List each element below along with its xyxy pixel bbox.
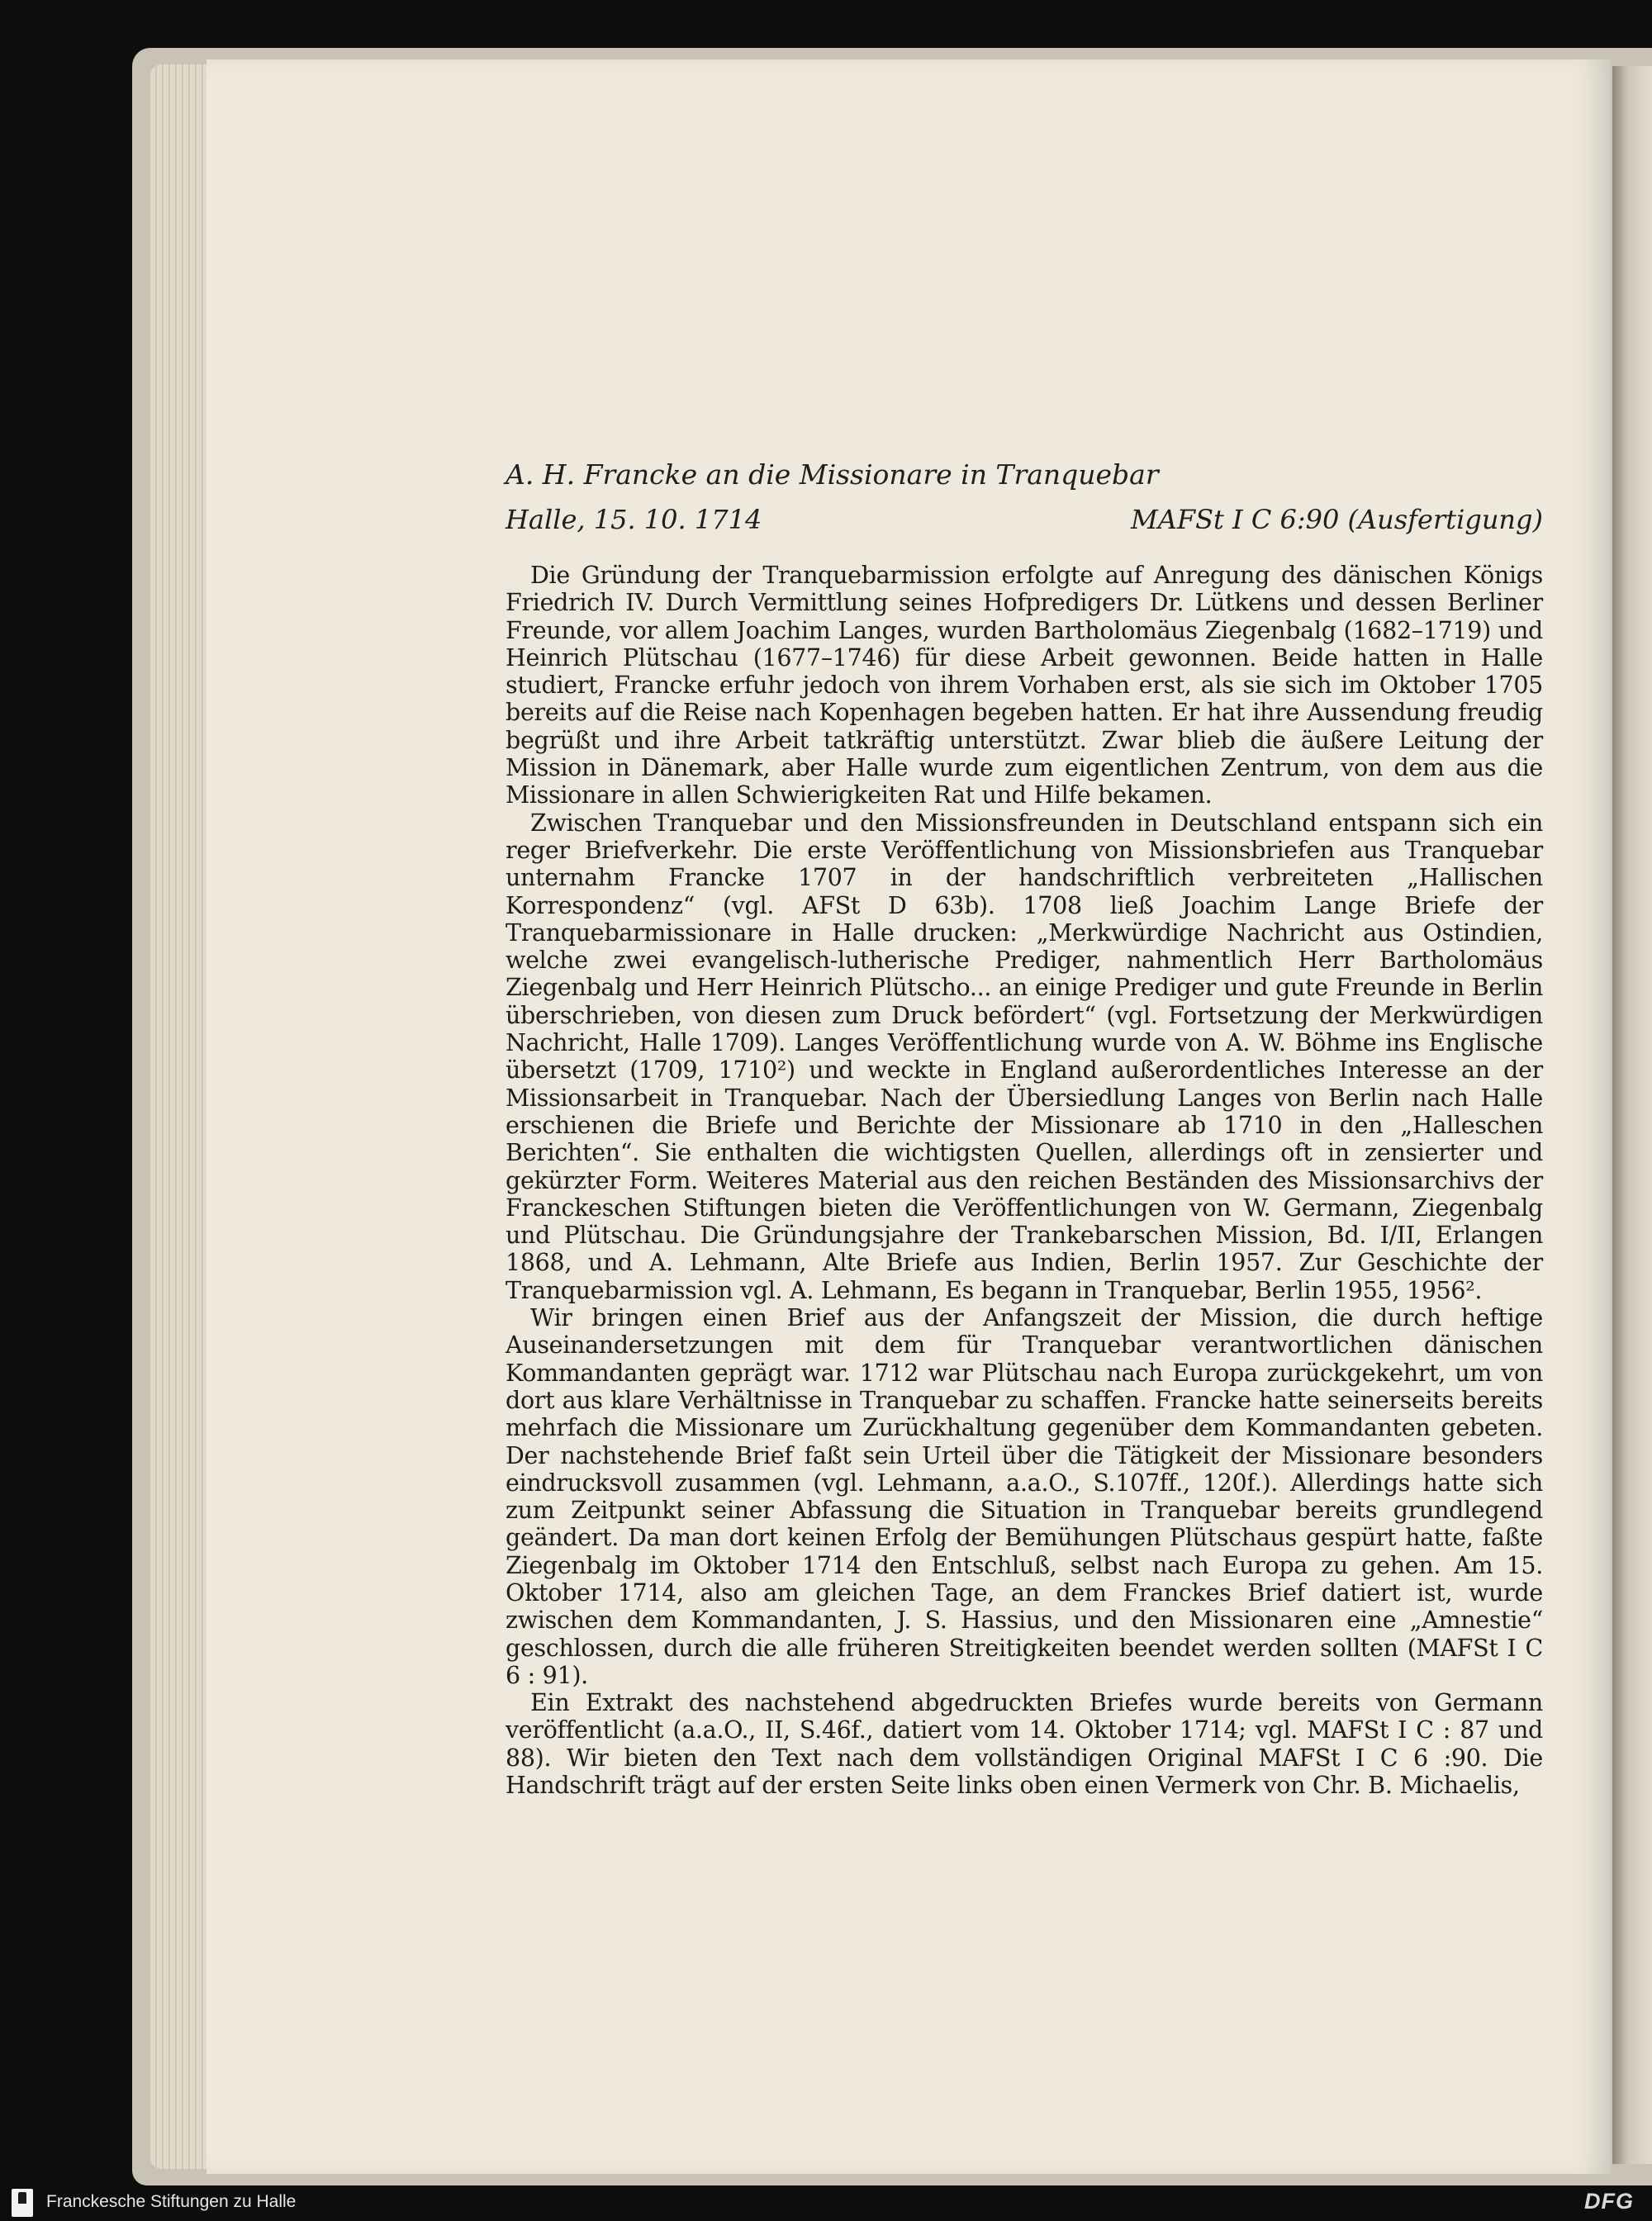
archive-reference: MAFSt I C 6:90 (Ausfertigung) [1131,504,1543,535]
letter-title: A. H. Francke an die Missionare in Tranquebar [506,458,1159,491]
paragraph-4: Ein Extrakt des nachstehend abgedruckten Briefes wurde bereits von Germann veröffentlicht (a.a.O., II, S.46f., datiert vom 14. Oktober 1714; vgl. MAFSt I C : 87 und 88). Wir bieten den Text nach dem vollständigen Original MAFSt I C 6 :90. Die Handschrift trägt auf der ersten Seite links oben einen Vermerk von Chr. B. Michaelis, [506,1689,1543,1800]
introduction-text [506,562,1543,1799]
institution-logo-icon [12,2189,33,2217]
paragraph-3: Wir bringen einen Brief aus der Anfangszeit der Mission, die durch heftige Auseinandersetzungen mit dem für Tranquebar verantwortlichen dänischen Kommandanten geprägt war. 1712 war Plütschau nach Europa zurückgekehrt, um von dort aus klare Verhältnisse in Tranquebar zu schaffen. Francke hatte seinerseits bereits mehrfach die Missionare um Zurückhaltung gegenüber dem Kommandanten gebeten. Der nachstehende Brief faßt sein Urteil über die Tätigkeit der Missionare besonders eindrucksvoll zusammen (vgl. Lehmann, a.a.O., S.107ff., 120f.). Allerdings hatte sich zum Zeitpunkt seiner Abfassung die Situation in Tranquebar bereits grundlegend geändert. Da man dort keinen Erfolg der Bemühungen Plütschaus gespürt hatte, faßte Ziegenbalg im Oktober 1714 den Entschluß, selbst nach Europa zu gehen. Am 15. Oktober 1714, also am gleichen Tage, an dem Franckes Brief datiert ist, wurde zwischen dem Kommandanten, J. S. Hassius, und den Missionaren eine „Amnestie“ geschlossen, durch die alle früheren Streitigkeiten beendet werden sollten (MAFSt I C 6 : 91). [506,1304,1543,1689]
paragraph-2: Zwischen Tranquebar und den Missionsfreunden in Deutschland entspann sich ein reger Briefverkehr. Die erste Veröffentlichung von Missionsbriefen aus Tranquebar unternahm Francke 1707 in der handschriftlich verbreiteten „Hallischen Korrespondenz“ (vgl. AFSt D 63b). 1708 ließ Joachim Lange Briefe der Tranquebarmissionare in Halle drucken: „Merkwürdige Nachricht aus Ostindien, welche zwei evangelisch-lutherische Prediger, nahmentlich Herr Bartholomäus Ziegenbalg und Herr Heinrich Plütscho... an einige Prediger und gute Freunde in Berlin überschrieben, von diesen zum Druck befördert“ (vgl. Fortsetzung der Merkwürdigen Nachricht, Halle 1709). Langes Veröffentlichung wurde von A. W. Böhme ins Englische übersetzt (1709, 1710²) und weckte in England außerordentliches Interesse an der Missionsarbeit in Tranquebar. Nach der Übersiedlung Langes von Berlin nach Halle erschienen die Briefe und Berichte der Missionare ab 1710 in den „Halleschen Berichten“. Sie enthalten die wichtigsten Quellen, allerdings oft in zensierter und gekürzter Form. Weiteres Material aus den reichen Beständen des Missionsarchivs der Franckeschen Stiftungen bieten die Veröffentlichungen von W. Germann, Ziegenbalg und Plütschau. Die Gründungsjahre der Trankebarschen Mission, Bd. I/II, Erlangen 1868, und A. Lehmann, Alte Briefe aus Indien, Berlin 1957. Zur Geschichte der Tranquebarmission vgl. A. Lehmann, Es begann in Tranquebar, Berlin 1955, 1956². [506,809,1543,1304]
institution-name: Franckesche Stiftungen zu Halle [46,2192,297,2211]
facing-page-edge [1612,66,1652,2164]
dfg-logo: DFG [1584,2189,1634,2214]
letter-place-date: Halle, 15. 10. 1714 [506,504,762,535]
paragraph-1: Die Gründung der Tranquebarmission erfolgte auf Anregung des dänischen Königs Friedrich IV. Durch Vermittlung seines Hofpredigers Dr. Lütkens und dessen Berliner Freunde, vor allem Joachim Langes, wurden Bartholomäus Ziegenbalg (1682–1719) und Heinrich Plütschau (1677–1746) für diese Arbeit gewonnen. Beide hatten in Halle studiert, Francke erfuhr jedoch von ihrem Vorhaben erst, als sie sich im Oktober 1705 bereits auf die Reise nach Kopenhagen begeben hatten. Er hat ihre Aussendung freudig begrüßt und ihre Arbeit tatkräftig unterstützt. Zwar blieb die äußere Leitung der Mission in Dänemark, aber Halle wurde zum eigentlichen Zentrum, von dem aus die Missionare in allen Schwierigkeiten Rat und Hilfe bekamen. [506,562,1543,809]
